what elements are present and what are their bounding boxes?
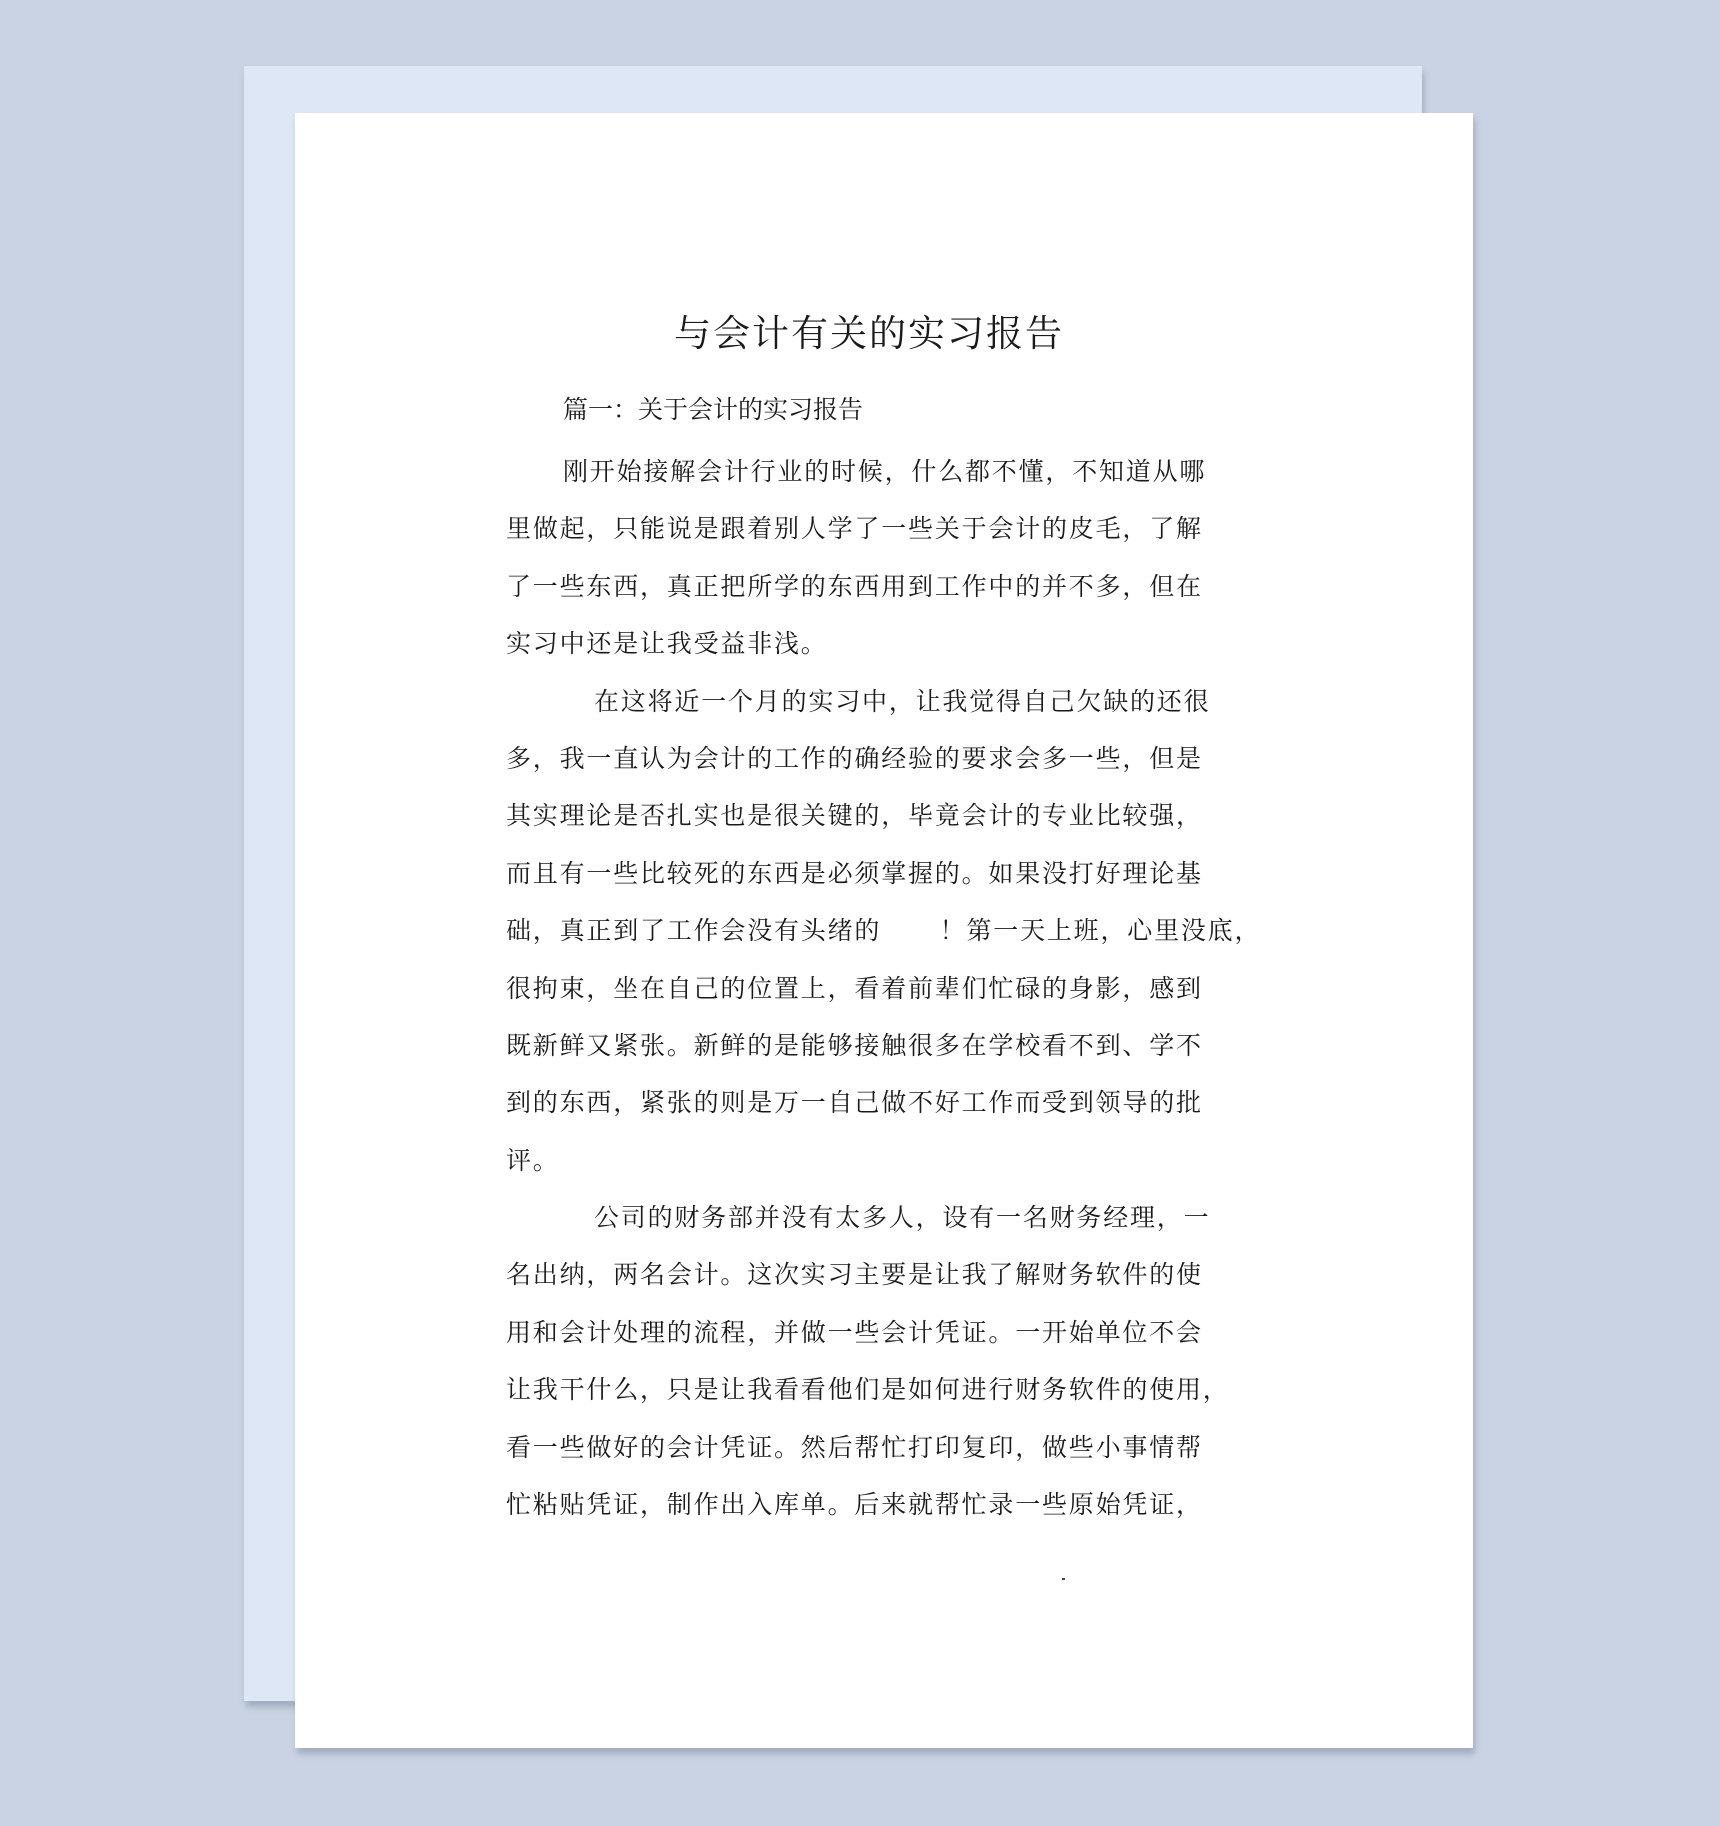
text-line: 其实理论是否扎实也是很关键的，毕竟会计的专业比较强， — [506, 801, 1203, 831]
page-footer-mark — [1062, 1578, 1065, 1580]
text-line: 看一些做好的会计凭证。然后帮忙打印复印，做些小事情帮 — [506, 1432, 1203, 1462]
text-line: 到的东西，紧张的则是万一自己做不好工作而受到领导的批 — [506, 1088, 1203, 1118]
text-line: 了一些东西，真正把所学的东西用到工作中的并不多，但在 — [506, 571, 1203, 601]
text-line: 多，我一直认为会计的工作的确经验的要求会多一些，但是 — [506, 743, 1203, 773]
text-line: 在这将近一个月的实习中，让我觉得自己欠缺的还很 — [594, 686, 1211, 716]
text-line: 既新鲜又紧张。新鲜的是能够接触很多在学校看不到、学不 — [506, 1030, 1203, 1060]
text-line: 实习中还是让我受益非浅。 — [506, 629, 828, 659]
text-line: 名出纳，两名会计。这次实习主要是让我了解财务软件的使 — [506, 1260, 1203, 1290]
text-line: 础，真正到了工作会没有头绪的 ！第一天上班，心里没底， — [506, 916, 1262, 946]
text-line: 里做起，只能说是跟着别人学了一些关于会计的皮毛，了解 — [506, 514, 1203, 544]
text-line: 刚开始接解会计行业的时候，什么都不懂，不知道从哪 — [563, 457, 1207, 486]
document-body — [506, 443, 1262, 1533]
text-line: 公司的财务部并没有太多人，设有一名财务经理，一 — [594, 1203, 1211, 1233]
text-line: 评。 — [506, 1145, 560, 1175]
text-line: 而且有一些比较死的东西是必须掌握的。如果没打好理论基 — [506, 858, 1203, 888]
text-line: 很拘束，坐在自己的位置上，看着前辈们忙碌的身影，感到 — [506, 973, 1203, 1003]
text-line: 让我干什么，只是让我看看他们是如何进行财务软件的使用， — [506, 1375, 1230, 1405]
text-line: 用和会计处理的流程，并做一些会计凭证。一开始单位不会 — [506, 1317, 1203, 1347]
text-line: 忙粘贴凭证，制作出入库单。后来就帮忙录一些原始凭证， — [506, 1490, 1203, 1520]
document-subtitle: 篇一：关于会计的实习报告 — [563, 395, 864, 424]
document-title: 与会计有关的实习报告 — [674, 312, 1064, 355]
document-page — [295, 113, 1473, 1748]
